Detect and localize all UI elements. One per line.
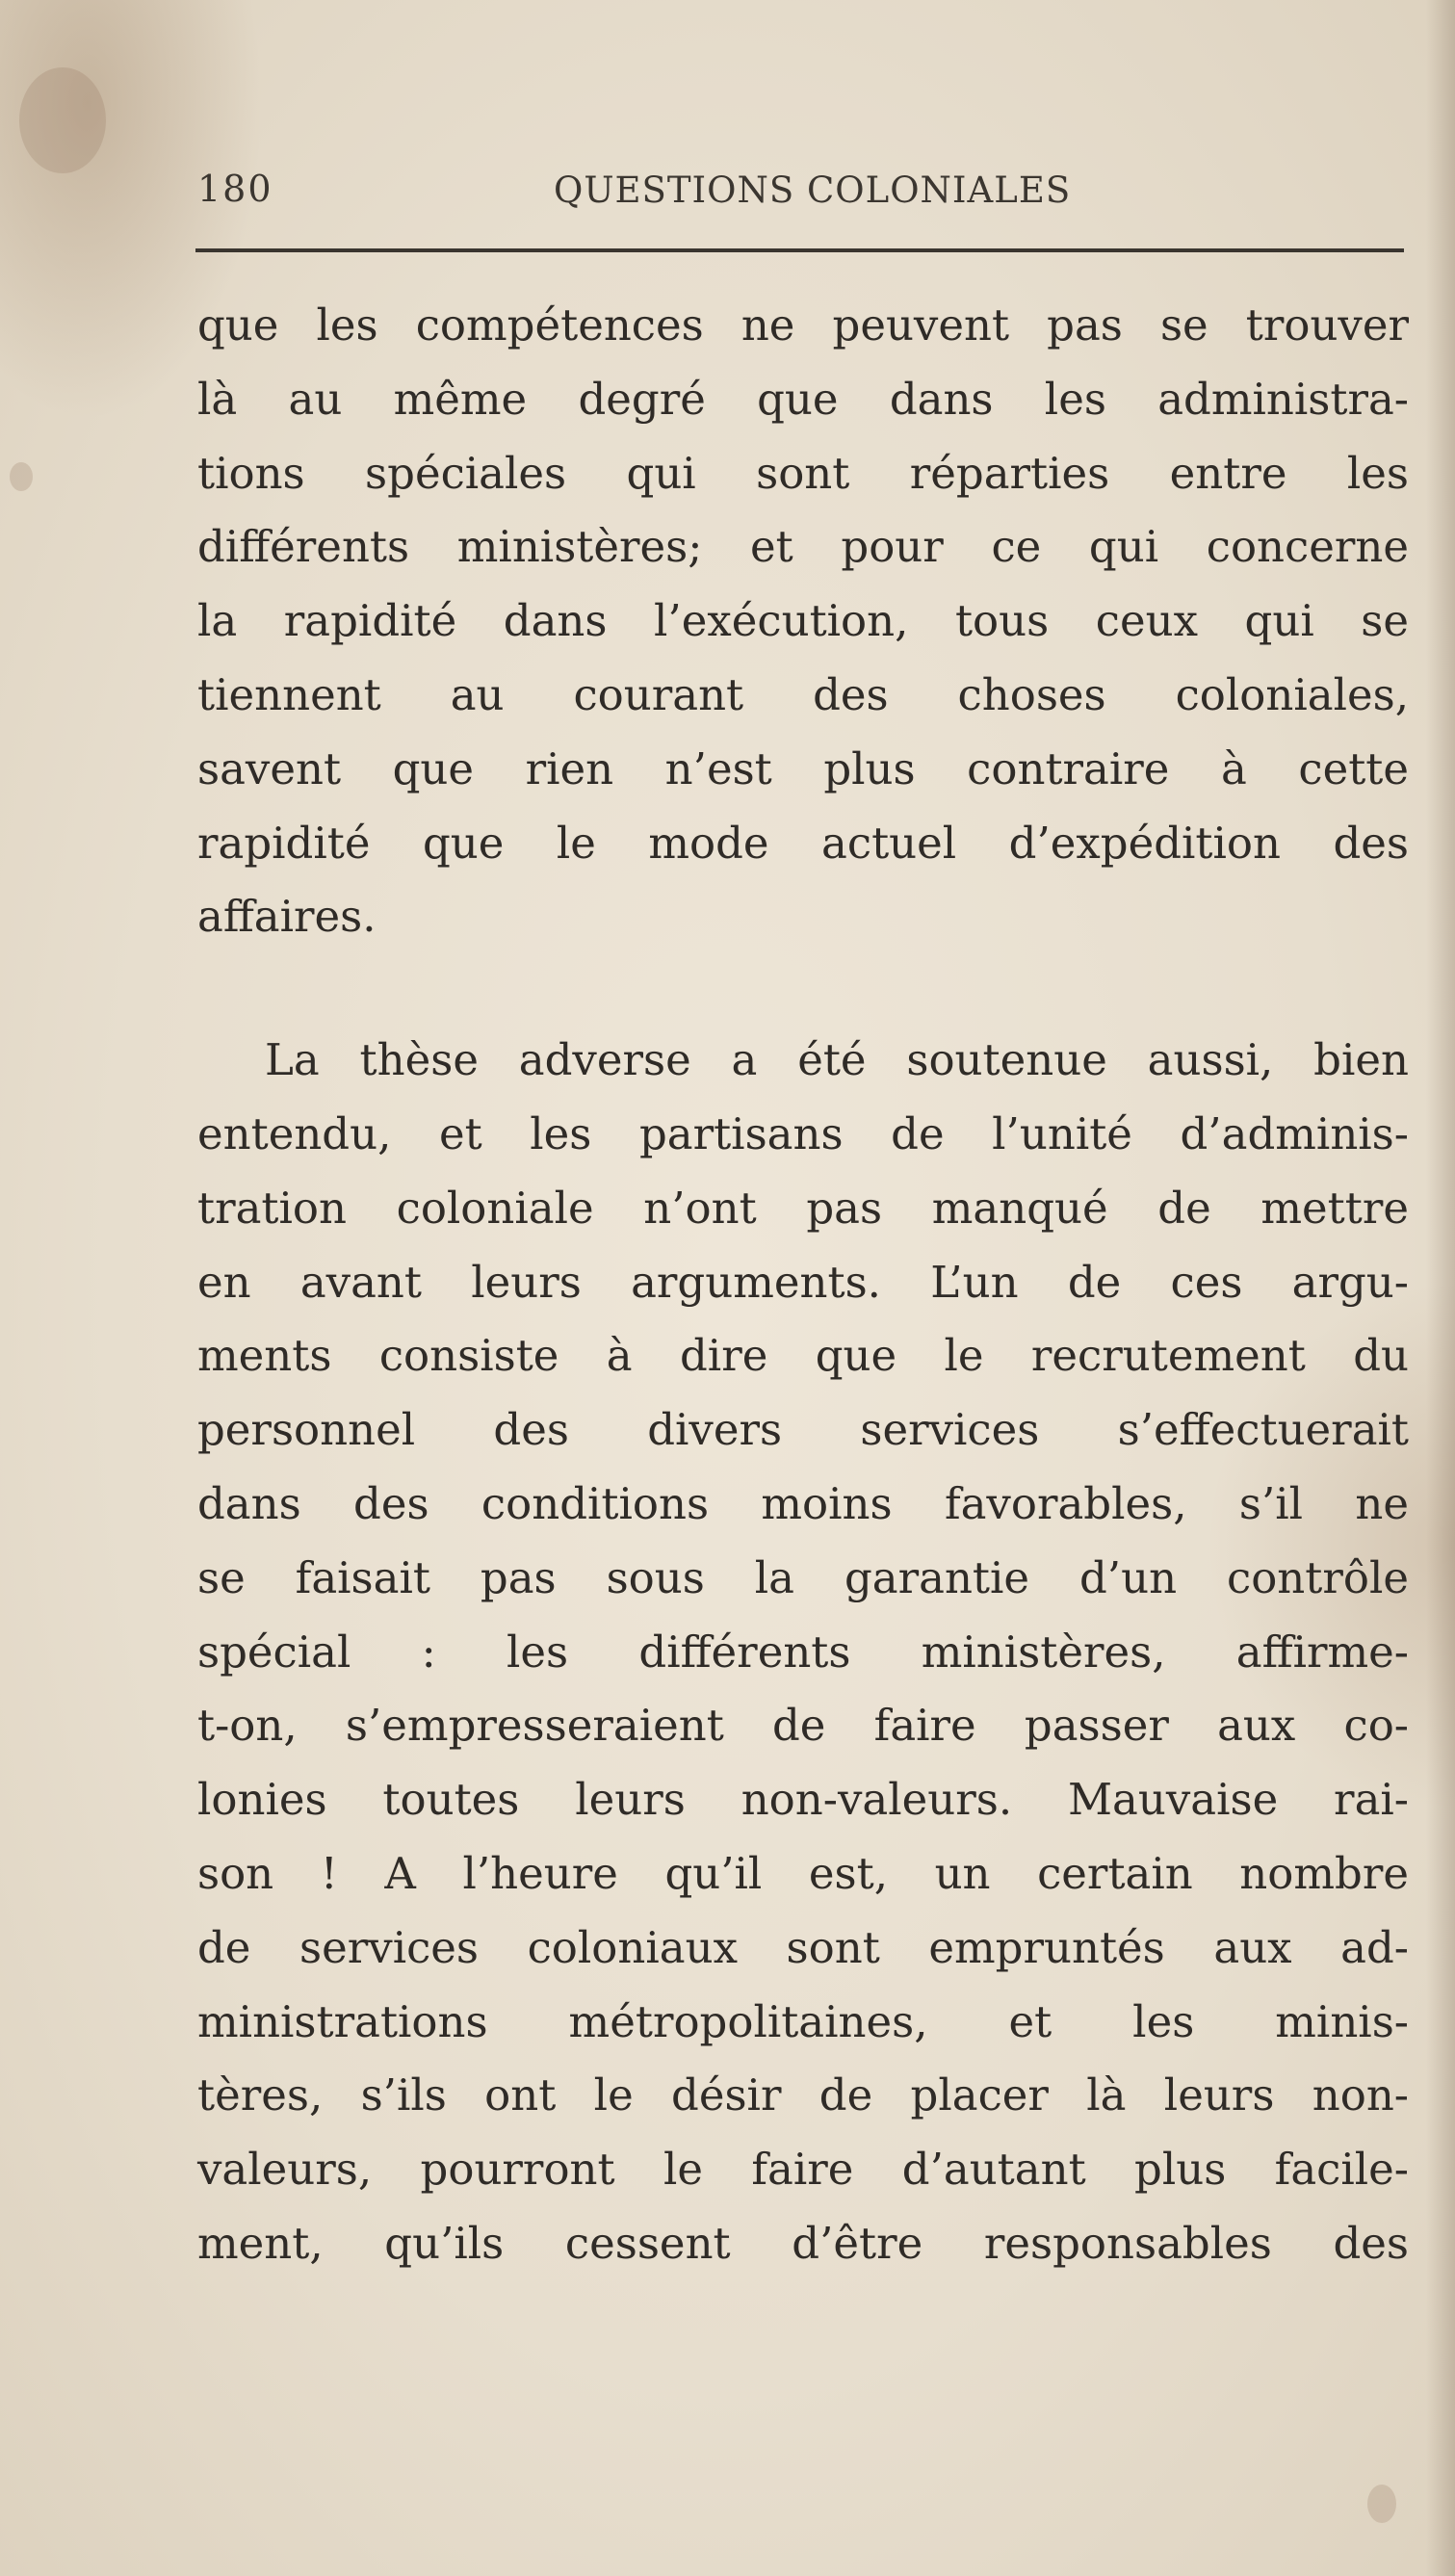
text-line: dans des conditions moins favorables, s’il ne	[197, 1477, 1409, 1529]
text-line: tères, s’ils ont le désir de placer là leurs non-	[197, 2069, 1409, 2121]
text-line: de services coloniaux sont empruntés aux ad-	[197, 1921, 1409, 1973]
text-line: son ! A l’heure qu’il est, un certain nombre	[197, 1847, 1409, 1899]
text-line: ment, qu’ils cessent d’être responsables des	[197, 2217, 1409, 2269]
text-line: ministrations métropolitaines, et les minis-	[197, 1995, 1409, 2047]
page-number: 180	[197, 168, 273, 210]
text-line: que les compétences ne peuvent pas se trouver	[197, 299, 1409, 351]
text-line: spécial : les différents ministères, affirme-	[197, 1626, 1409, 1678]
running-header	[197, 164, 1406, 221]
text-line: La thèse adverse a été soutenue aussi, bien	[265, 1034, 1409, 1086]
page-edge-shadow	[1426, 0, 1455, 2576]
paper-stain	[19, 67, 106, 173]
text-line: savent que rien n’est plus contraire à cette	[197, 742, 1409, 794]
text-line: tiennent au courant des choses coloniales,	[197, 668, 1409, 720]
text-line: entendu, et les partisans de l’unité d’adminis-	[197, 1107, 1409, 1159]
text-line: différents ministères; et pour ce qui concerne	[197, 521, 1409, 573]
paper-stain	[1367, 2485, 1396, 2523]
body-text	[197, 289, 1409, 2281]
paragraph	[197, 1024, 1409, 2281]
text-line: là au même degré que dans les administra-	[197, 373, 1409, 425]
text-line: personnel des divers services s’effectuerait	[197, 1404, 1409, 1456]
text-line: tration coloniale n’ont pas manqué de mettre	[197, 1182, 1409, 1234]
running-title: QUESTIONS COLONIALES	[554, 169, 1072, 211]
text-line: se faisait pas sous la garantie d’un contrôle	[197, 1551, 1409, 1603]
text-line: en avant leurs arguments. L’un de ces argu-	[197, 1256, 1409, 1308]
paragraph-gap	[197, 954, 1409, 1024]
text-line: la rapidité dans l’exécution, tous ceux qui se	[197, 595, 1409, 647]
text-line: lonies toutes leurs non-valeurs. Mauvaise rai-	[197, 1774, 1409, 1826]
text-line: valeurs, pourront le faire d’autant plus facile-	[197, 2144, 1409, 2196]
paper-stain	[10, 462, 33, 491]
text-line: affaires.	[197, 891, 377, 943]
text-line: rapidité que le mode actuel d’expédition des	[197, 817, 1409, 869]
paragraph	[197, 289, 1409, 954]
text-line: tions spéciales qui sont réparties entre les	[197, 447, 1409, 499]
text-line: ments consiste à dire que le recrutement du	[197, 1330, 1409, 1382]
text-line: t-on, s’empresseraient de faire passer aux co-	[197, 1700, 1409, 1752]
header-rule	[195, 248, 1404, 252]
